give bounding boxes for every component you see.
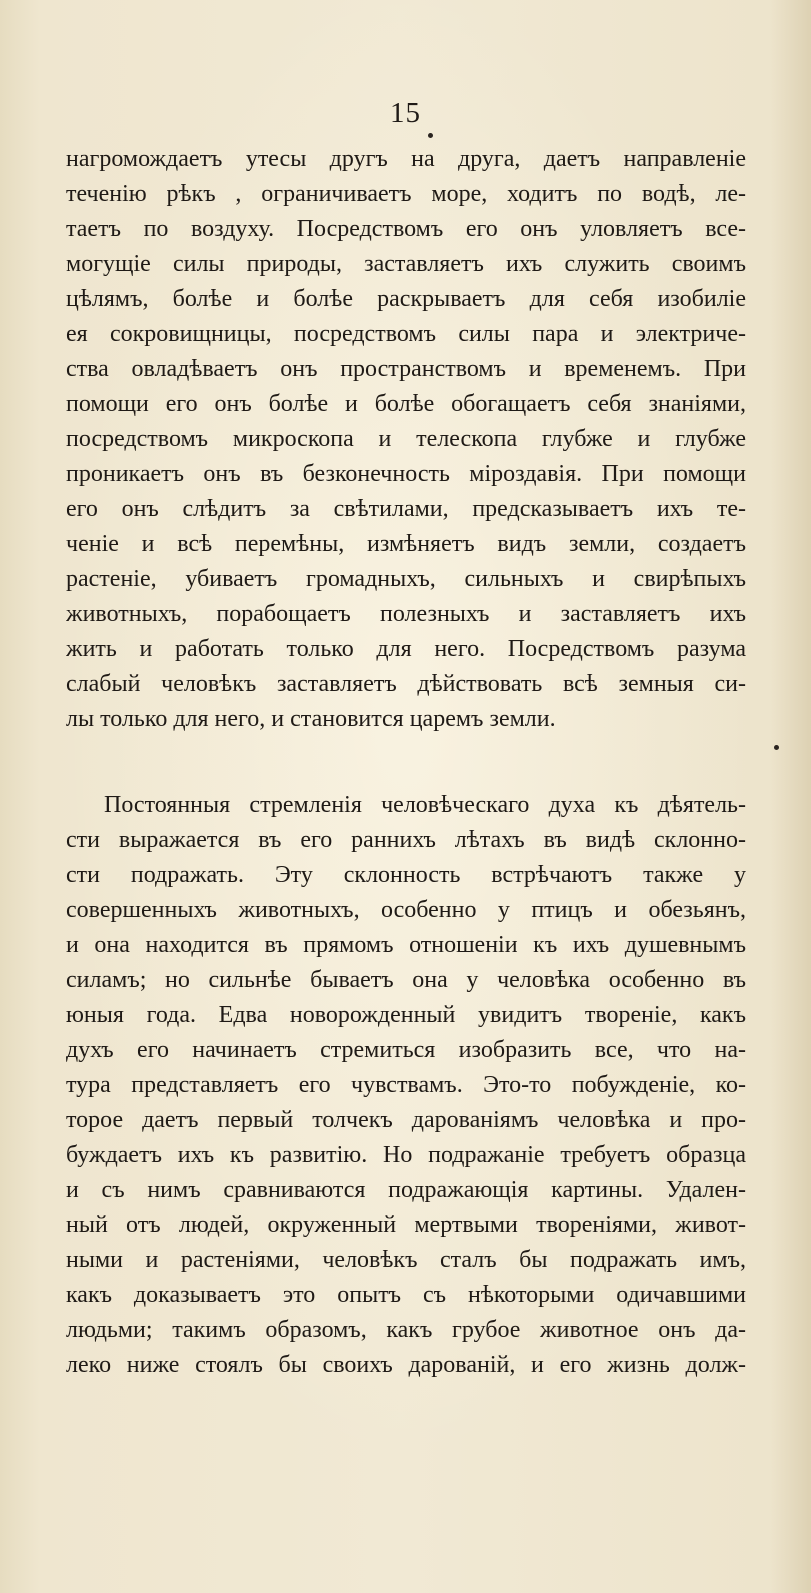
- text-line: теченію рѣкъ , ограничиваетъ море, ходитъ по водѣ, ле-: [66, 181, 746, 207]
- text-line: торое даетъ первый толчекъ дарованіямъ человѣка и про-: [66, 1107, 746, 1133]
- page-number: 15: [390, 97, 421, 129]
- text-line: Постоянныя стремленія человѣческаго духа къ дѣятель-: [104, 792, 746, 818]
- text-line: животныхъ, порабощаетъ полезныхъ и заставляетъ ихъ: [66, 601, 746, 627]
- text-line: какъ доказываетъ это опытъ съ нѣкоторыми одичавшими: [66, 1282, 746, 1308]
- text-line: могущіе силы природы, заставляетъ ихъ служить своимъ: [66, 251, 746, 277]
- text-line: ства овладѣваетъ онъ пространствомъ и временемъ. При: [66, 356, 746, 382]
- text-line: его онъ слѣдитъ за свѣтилами, предсказываетъ ихъ те-: [66, 496, 746, 522]
- text-line: и она находится въ прямомъ отношеніи къ ихъ душевнымъ: [66, 932, 746, 958]
- text-line: леко ниже стоялъ бы своихъ дарованій, и его жизнь долж-: [66, 1352, 746, 1378]
- text-line: ный отъ людей, окруженный мертвыми твореніями, живот-: [66, 1212, 746, 1238]
- text-line: совершенныхъ животныхъ, особенно у птицъ и обезьянъ,: [66, 897, 746, 923]
- text-line: ея сокровищницы, посредствомъ силы пара и электриче-: [66, 321, 746, 347]
- text-line: людьми; такимъ образомъ, какъ грубое животное онъ да-: [66, 1317, 746, 1343]
- ink-speck: [774, 745, 779, 750]
- text-line: слабый человѣкъ заставляетъ дѣйствовать всѣ земныя си-: [66, 671, 746, 697]
- text-line: буждаетъ ихъ къ развитію. Но подражаніе требуетъ образца: [66, 1142, 746, 1168]
- text-line: духъ его начинаетъ стремиться изобразить все, что на-: [66, 1037, 746, 1063]
- text-line: растеніе, убиваетъ громадныхъ, сильныхъ и свирѣпыхъ: [66, 566, 746, 592]
- text-line: ченіе и всѣ перемѣны, измѣняетъ видъ земли, создаетъ: [66, 531, 746, 557]
- text-line: тура представляетъ его чувствамъ. Это-то побужденіе, ко-: [66, 1072, 746, 1098]
- text-line: лы только для него, и становится царемъ земли.: [66, 706, 556, 732]
- ink-speck: [428, 133, 433, 138]
- text-line: ными и растеніями, человѣкъ сталъ бы подражать имъ,: [66, 1247, 746, 1273]
- text-line: жить и работать только для него. Посредствомъ разума: [66, 636, 746, 662]
- text-line: и съ нимъ сравниваются подражающія картины. Удален-: [66, 1177, 746, 1203]
- text-line: посредствомъ микроскопа и телескопа глубже и глубже: [66, 426, 746, 452]
- text-line: сти выражается въ его раннихъ лѣтахъ въ видѣ склонно-: [66, 827, 746, 853]
- text-line: нагромождаетъ утесы другъ на друга, даетъ направленіе: [66, 146, 746, 172]
- text-line: проникаетъ онъ въ безконечность міроздавія. При помощи: [66, 461, 746, 487]
- text-line: цѣлямъ, болѣе и болѣе раскрываетъ для себя изобиліе: [66, 286, 746, 312]
- text-line: юныя года. Едва новорожденный увидитъ твореніе, какъ: [66, 1002, 746, 1028]
- text-line: таетъ по воздуху. Посредствомъ его онъ уловляетъ все-: [66, 216, 746, 242]
- text-line: силамъ; но сильнѣе бываетъ она у человѣка особенно въ: [66, 967, 746, 993]
- text-line: сти подражать. Эту склонность встрѣчаютъ также у: [66, 862, 746, 888]
- text-line: помощи его онъ болѣе и болѣе обогащаетъ себя знаніями,: [66, 391, 746, 417]
